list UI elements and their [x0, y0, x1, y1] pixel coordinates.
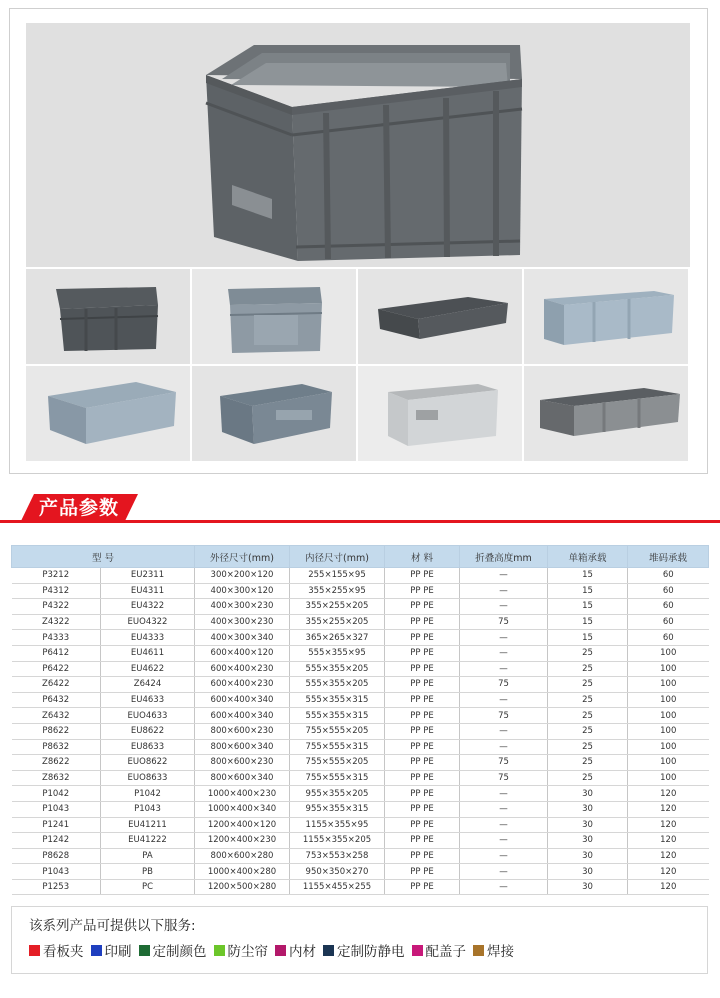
cell-model-code: P1242: [12, 833, 101, 849]
table-row: [12, 723, 709, 739]
cell-inner-size: 1155×455×255: [290, 879, 385, 895]
cell-model-code: P1253: [12, 879, 101, 895]
cell-inner-size: 355×255×205: [290, 614, 385, 630]
section-title: 产品参数: [38, 497, 119, 519]
cell-material: PP PE: [385, 801, 460, 817]
cell-inner-size: 555×355×315: [290, 708, 385, 724]
cell-model-alias: P1042: [101, 786, 195, 802]
cell-fold-height: —: [460, 801, 548, 817]
service-item: [412, 940, 467, 960]
cell-stack-load: 120: [628, 864, 709, 880]
col-header-outer-size: 外径尺寸(mm): [195, 546, 290, 568]
cell-model-code: P3212: [12, 568, 101, 584]
cell-material: PP PE: [385, 770, 460, 786]
cell-outer-size: 600×400×230: [195, 677, 290, 693]
service-color-swatch: [139, 945, 150, 956]
cell-stack-load: 100: [628, 770, 709, 786]
table-row: [12, 630, 709, 646]
cell-single-load: 25: [548, 661, 628, 677]
cell-model-alias: EU4311: [101, 583, 195, 599]
service-item: [473, 940, 514, 960]
col-header-stack-load: 堆码承载: [628, 546, 709, 568]
col-header-inner-size: 内径尺寸(mm): [290, 546, 385, 568]
cell-stack-load: 100: [628, 755, 709, 771]
cell-single-load: 25: [548, 770, 628, 786]
cell-stack-load: 100: [628, 661, 709, 677]
cell-single-load: 30: [548, 833, 628, 849]
cell-material: PP PE: [385, 630, 460, 646]
cell-outer-size: 800×600×280: [195, 848, 290, 864]
product-thumb-1[interactable]: [26, 269, 190, 364]
cell-fold-height: —: [460, 692, 548, 708]
table-row: [12, 801, 709, 817]
service-item: [29, 940, 84, 960]
cell-inner-size: 1155×355×95: [290, 817, 385, 833]
cell-inner-size: 955×355×205: [290, 786, 385, 802]
cell-outer-size: 400×300×340: [195, 630, 290, 646]
table-row: [12, 770, 709, 786]
cell-inner-size: 365×265×327: [290, 630, 385, 646]
cell-outer-size: 600×400×340: [195, 708, 290, 724]
cell-single-load: 15: [548, 583, 628, 599]
cell-single-load: 25: [548, 708, 628, 724]
cell-fold-height: —: [460, 583, 548, 599]
cell-outer-size: 1200×400×230: [195, 833, 290, 849]
cell-stack-load: 60: [628, 583, 709, 599]
cell-model-code: P6412: [12, 645, 101, 661]
cell-fold-height: —: [460, 599, 548, 615]
services-title: 该系列产品可提供以下服务:: [29, 918, 196, 934]
cell-model-alias: EU4633: [101, 692, 195, 708]
cell-fold-height: 75: [460, 614, 548, 630]
cell-model-code: P1042: [12, 786, 101, 802]
cell-stack-load: 120: [628, 848, 709, 864]
cell-fold-height: —: [460, 723, 548, 739]
service-item: [139, 940, 207, 960]
cell-outer-size: 600×400×340: [195, 692, 290, 708]
cell-fold-height: 75: [460, 708, 548, 724]
cell-outer-size: 600×400×120: [195, 645, 290, 661]
service-label: 定制防静电: [337, 944, 405, 960]
cell-outer-size: 800×600×340: [195, 770, 290, 786]
cell-inner-size: 753×553×258: [290, 848, 385, 864]
table-row: [12, 879, 709, 895]
cell-material: PP PE: [385, 614, 460, 630]
cell-stack-load: 100: [628, 739, 709, 755]
cell-inner-size: 355×255×205: [290, 599, 385, 615]
service-label: 印刷: [104, 944, 132, 960]
cell-material: PP PE: [385, 583, 460, 599]
cell-material: PP PE: [385, 661, 460, 677]
cell-single-load: 25: [548, 739, 628, 755]
table-row: [12, 817, 709, 833]
service-item: [275, 940, 316, 960]
service-label: 看板夹: [43, 944, 84, 960]
cell-material: PP PE: [385, 755, 460, 771]
table-row: [12, 614, 709, 630]
cell-model-code: Z6432: [12, 708, 101, 724]
cell-model-alias: EU4611: [101, 645, 195, 661]
cell-material: PP PE: [385, 692, 460, 708]
service-color-swatch: [412, 945, 423, 956]
cell-fold-height: —: [460, 568, 548, 584]
hero-product-photo: [26, 23, 690, 267]
cell-inner-size: 955×355×315: [290, 801, 385, 817]
service-label: 配盖子: [425, 944, 466, 960]
cell-model-alias: EU2311: [101, 568, 195, 584]
cell-model-alias: EU4622: [101, 661, 195, 677]
product-thumb-6[interactable]: [192, 366, 356, 461]
cell-stack-load: 60: [628, 599, 709, 615]
cell-material: PP PE: [385, 848, 460, 864]
cell-model-code: P1241: [12, 817, 101, 833]
cell-stack-load: 100: [628, 677, 709, 693]
cell-model-alias: EUO8622: [101, 755, 195, 771]
table-row: [12, 661, 709, 677]
cell-model-alias: EUO8633: [101, 770, 195, 786]
cell-outer-size: 400×300×230: [195, 599, 290, 615]
col-header-fold-height: 折叠高度mm: [460, 546, 548, 568]
cell-fold-height: —: [460, 630, 548, 646]
cell-fold-height: —: [460, 848, 548, 864]
service-color-swatch: [29, 945, 40, 956]
cell-model-alias: EU8622: [101, 723, 195, 739]
cell-model-code: Z8632: [12, 770, 101, 786]
cell-model-alias: EU4333: [101, 630, 195, 646]
cell-outer-size: 800×600×230: [195, 723, 290, 739]
cell-model-alias: PC: [101, 879, 195, 895]
table-row: [12, 755, 709, 771]
table-row: [12, 677, 709, 693]
cell-model-alias: PB: [101, 864, 195, 880]
table-row: [12, 864, 709, 880]
cell-model-code: P6432: [12, 692, 101, 708]
cell-model-code: P4322: [12, 599, 101, 615]
table-row: [12, 568, 709, 584]
cell-fold-height: 75: [460, 770, 548, 786]
cell-outer-size: 400×300×230: [195, 614, 290, 630]
cell-stack-load: 60: [628, 614, 709, 630]
product-thumb-3[interactable]: [358, 269, 522, 364]
cell-single-load: 15: [548, 630, 628, 646]
cell-fold-height: 75: [460, 677, 548, 693]
cell-model-alias: EUO4322: [101, 614, 195, 630]
cell-fold-height: —: [460, 739, 548, 755]
cell-single-load: 30: [548, 786, 628, 802]
cell-stack-load: 100: [628, 645, 709, 661]
cell-material: PP PE: [385, 599, 460, 615]
cell-outer-size: 800×600×230: [195, 755, 290, 771]
cell-single-load: 25: [548, 677, 628, 693]
service-color-swatch: [323, 945, 334, 956]
service-label: 焊接: [487, 944, 514, 960]
cell-outer-size: 1000×400×280: [195, 864, 290, 880]
cell-model-code: Z4322: [12, 614, 101, 630]
cell-material: PP PE: [385, 645, 460, 661]
cell-inner-size: 755×555×315: [290, 739, 385, 755]
service-color-swatch: [214, 945, 225, 956]
cell-outer-size: 1000×400×230: [195, 786, 290, 802]
cell-stack-load: 60: [628, 630, 709, 646]
cell-outer-size: 800×600×340: [195, 739, 290, 755]
cell-single-load: 15: [548, 568, 628, 584]
cell-inner-size: 555×355×95: [290, 645, 385, 661]
cell-material: PP PE: [385, 677, 460, 693]
col-header-single-load: 单箱承载: [548, 546, 628, 568]
col-header-model: 型 号: [12, 546, 195, 568]
cell-material: PP PE: [385, 786, 460, 802]
service-color-swatch: [473, 945, 484, 956]
table-row: [12, 833, 709, 849]
spec-table-body: [12, 568, 709, 895]
table-row: [12, 739, 709, 755]
cell-material: PP PE: [385, 879, 460, 895]
cell-single-load: 30: [548, 817, 628, 833]
service-color-swatch: [91, 945, 102, 956]
cell-fold-height: —: [460, 833, 548, 849]
cell-inner-size: 555×355×205: [290, 661, 385, 677]
cell-material: PP PE: [385, 739, 460, 755]
product-thumb-2[interactable]: [192, 269, 356, 364]
col-header-material: 材 料: [385, 546, 460, 568]
product-thumb-5[interactable]: [26, 366, 190, 461]
services-box: [11, 906, 708, 974]
cell-stack-load: 120: [628, 879, 709, 895]
cell-outer-size: 1200×500×280: [195, 879, 290, 895]
cell-inner-size: 950×350×270: [290, 864, 385, 880]
cell-model-code: Z8622: [12, 755, 101, 771]
cell-stack-load: 120: [628, 801, 709, 817]
cell-inner-size: 255×155×95: [290, 568, 385, 584]
cell-stack-load: 120: [628, 786, 709, 802]
cell-model-alias: EU4322: [101, 599, 195, 615]
product-gallery: [9, 8, 708, 474]
product-thumb-4[interactable]: [524, 269, 688, 364]
table-row: [12, 599, 709, 615]
cell-stack-load: 100: [628, 692, 709, 708]
cell-single-load: 25: [548, 692, 628, 708]
cell-material: PP PE: [385, 568, 460, 584]
table-row: [12, 708, 709, 724]
cell-outer-size: 600×400×230: [195, 661, 290, 677]
spec-table-wrapper: [11, 545, 708, 895]
cell-fold-height: 75: [460, 755, 548, 771]
service-item: [91, 940, 132, 960]
cell-inner-size: 355×255×95: [290, 583, 385, 599]
cell-single-load: 15: [548, 599, 628, 615]
cell-inner-size: 755×555×205: [290, 723, 385, 739]
table-row: [12, 692, 709, 708]
cell-model-alias: EU41211: [101, 817, 195, 833]
cell-material: PP PE: [385, 817, 460, 833]
cell-outer-size: 1200×400×120: [195, 817, 290, 833]
services-list: [29, 940, 521, 960]
product-thumb-7[interactable]: [358, 366, 522, 461]
cell-single-load: 25: [548, 645, 628, 661]
cell-outer-size: 400×300×120: [195, 583, 290, 599]
cell-model-alias: EUO4633: [101, 708, 195, 724]
service-label: 内材: [289, 944, 316, 960]
cell-model-code: P8632: [12, 739, 101, 755]
cell-inner-size: 555×355×205: [290, 677, 385, 693]
cell-model-code: P4312: [12, 583, 101, 599]
cell-fold-height: —: [460, 879, 548, 895]
cell-inner-size: 755×555×205: [290, 755, 385, 771]
cell-fold-height: —: [460, 645, 548, 661]
cell-single-load: 30: [548, 864, 628, 880]
cell-stack-load: 60: [628, 568, 709, 584]
cell-fold-height: —: [460, 817, 548, 833]
table-row: [12, 583, 709, 599]
cell-model-alias: EU41222: [101, 833, 195, 849]
cell-model-alias: EU8633: [101, 739, 195, 755]
cell-model-code: P8622: [12, 723, 101, 739]
cell-inner-size: 1155×355×205: [290, 833, 385, 849]
cell-stack-load: 120: [628, 833, 709, 849]
cell-fold-height: —: [460, 864, 548, 880]
cell-single-load: 30: [548, 848, 628, 864]
cell-model-code: P1043: [12, 864, 101, 880]
cell-stack-load: 100: [628, 723, 709, 739]
cell-inner-size: 755×555×315: [290, 770, 385, 786]
cell-model-code: P8628: [12, 848, 101, 864]
cell-material: PP PE: [385, 708, 460, 724]
cell-model-code: Z6422: [12, 677, 101, 693]
cell-model-code: P4333: [12, 630, 101, 646]
cell-inner-size: 555×355×315: [290, 692, 385, 708]
table-row: [12, 645, 709, 661]
table-row: [12, 786, 709, 802]
service-color-swatch: [275, 945, 286, 956]
cell-fold-height: —: [460, 786, 548, 802]
service-label: 防尘帘: [227, 944, 268, 960]
cell-material: PP PE: [385, 864, 460, 880]
product-thumb-8[interactable]: [524, 366, 688, 461]
cell-fold-height: —: [460, 661, 548, 677]
cell-model-code: P6422: [12, 661, 101, 677]
service-item: [323, 940, 405, 960]
cell-outer-size: 1000×400×340: [195, 801, 290, 817]
cell-model-code: P1043: [12, 801, 101, 817]
cell-single-load: 30: [548, 801, 628, 817]
table-row: [12, 848, 709, 864]
spec-table: [11, 545, 709, 895]
cell-material: PP PE: [385, 833, 460, 849]
cell-single-load: 30: [548, 879, 628, 895]
cell-stack-load: 100: [628, 708, 709, 724]
cell-single-load: 25: [548, 723, 628, 739]
table-header-row: [12, 546, 709, 568]
service-item: [214, 940, 269, 960]
cell-outer-size: 300×200×120: [195, 568, 290, 584]
cell-stack-load: 120: [628, 817, 709, 833]
cell-model-alias: Z6424: [101, 677, 195, 693]
cell-model-alias: P1043: [101, 801, 195, 817]
cell-single-load: 25: [548, 755, 628, 771]
service-label: 定制颜色: [152, 944, 207, 960]
cell-material: PP PE: [385, 723, 460, 739]
cell-model-alias: PA: [101, 848, 195, 864]
cell-single-load: 15: [548, 614, 628, 630]
